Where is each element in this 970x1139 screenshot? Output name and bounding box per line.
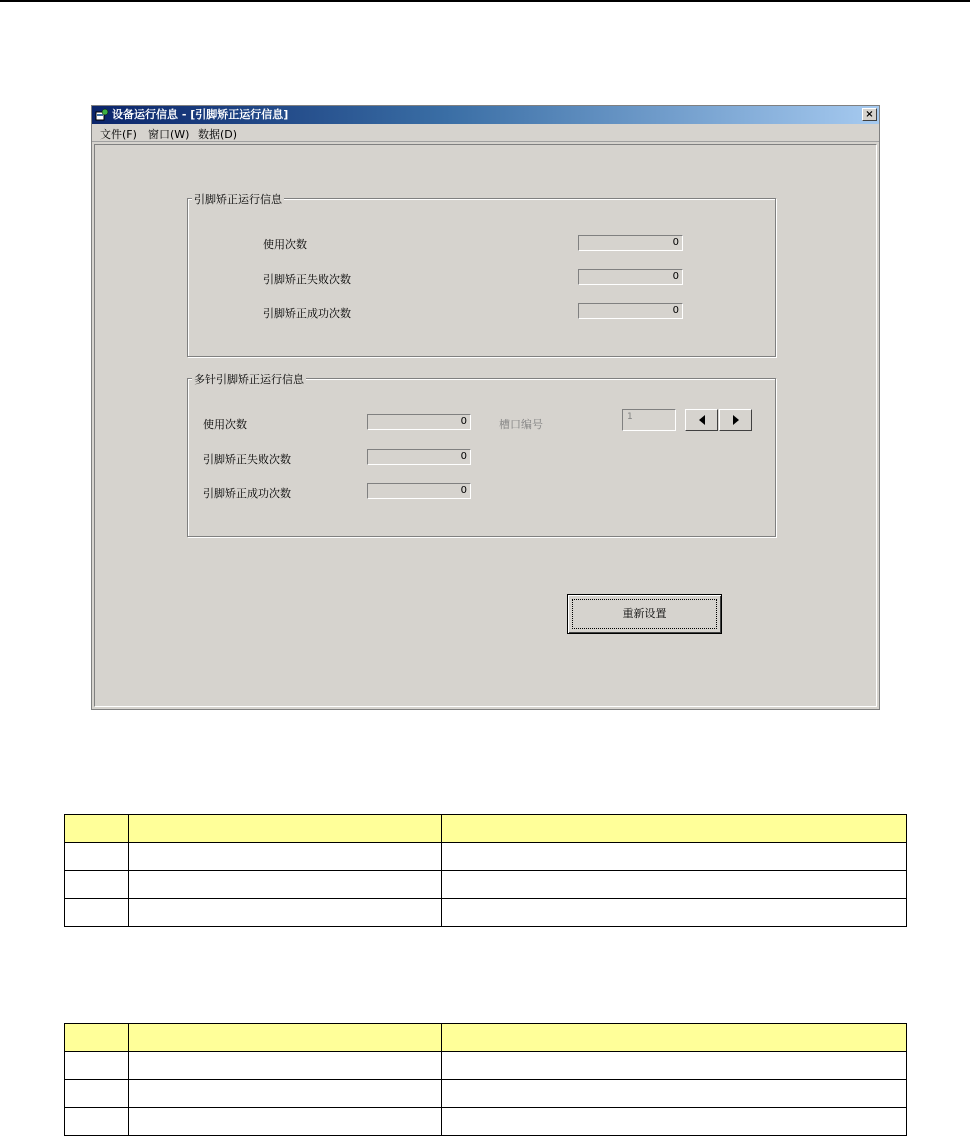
menu-window[interactable]: 窗口(W) [148, 128, 190, 141]
table-cell [129, 843, 442, 871]
table-header-cell [65, 1024, 129, 1052]
multi-pin-correction-group [187, 373, 776, 537]
table-row [65, 843, 907, 871]
app-window [91, 105, 880, 710]
slot-prev-button[interactable] [685, 409, 718, 431]
reset-button-label: 重新设置 [622, 607, 667, 620]
doc-table-2 [64, 1023, 907, 1136]
usage-count-label: 使用次数 [203, 418, 247, 431]
table-cell [129, 899, 442, 927]
usage-count-value: 0 [367, 414, 471, 430]
pin-correction-group [187, 193, 776, 357]
success-count-value: 0 [367, 483, 471, 499]
table-row [65, 1080, 907, 1108]
table-cell [442, 843, 907, 871]
table-cell [129, 1052, 442, 1080]
group-title: 引脚矫正运行信息 [194, 193, 282, 206]
success-count-label: 引脚矫正成功次数 [203, 487, 291, 500]
table-row [65, 871, 907, 899]
table-header-cell [65, 815, 129, 843]
usage-count-value: 0 [578, 235, 683, 251]
arrow-left-icon [698, 415, 706, 425]
table-row [65, 1052, 907, 1080]
fail-count-value: 0 [578, 269, 683, 285]
fail-count-value: 0 [367, 449, 471, 465]
table-header-row [65, 815, 907, 843]
page-top-rule [0, 0, 970, 2]
client-area [94, 144, 877, 707]
table-cell [442, 1052, 907, 1080]
arrow-right-icon [732, 415, 740, 425]
usage-count-label: 使用次数 [263, 238, 307, 251]
table-cell [442, 1108, 907, 1136]
table-cell [65, 843, 129, 871]
app-icon [95, 108, 109, 122]
close-icon: × [865, 109, 874, 120]
table-cell [65, 1080, 129, 1108]
menu-bar [92, 124, 879, 142]
menu-file[interactable]: 文件(F) [100, 128, 137, 141]
slot-number-input[interactable]: 1 [622, 409, 676, 431]
table-cell [129, 1108, 442, 1136]
success-count-label: 引脚矫正成功次数 [263, 307, 351, 320]
reset-button[interactable] [567, 594, 722, 634]
close-button[interactable] [862, 108, 877, 121]
title-bar[interactable] [92, 106, 879, 124]
table-cell [65, 1052, 129, 1080]
slot-number-label: 槽口编号 [499, 418, 543, 431]
table-cell [65, 871, 129, 899]
table-header-cell [129, 1024, 442, 1052]
group-title: 多针引脚矫正运行信息 [194, 373, 304, 386]
doc-table-1 [64, 814, 907, 927]
success-count-value: 0 [578, 303, 683, 319]
window-title: 设备运行信息 - [引脚矫正运行信息] [112, 108, 289, 121]
table-cell [442, 1080, 907, 1108]
focus-rect [572, 599, 717, 629]
menu-data[interactable]: 数据(D) [198, 128, 238, 141]
table-header-cell [442, 1024, 907, 1052]
table-cell [442, 899, 907, 927]
fail-count-label: 引脚矫正失败次数 [263, 273, 351, 286]
table-row [65, 1108, 907, 1136]
table-header-row [65, 1024, 907, 1052]
table-cell [442, 871, 907, 899]
table-row [65, 899, 907, 927]
table-cell [65, 1108, 129, 1136]
slot-next-button[interactable] [719, 409, 752, 431]
table-header-cell [129, 815, 442, 843]
fail-count-label: 引脚矫正失败次数 [203, 453, 291, 466]
table-cell [65, 899, 129, 927]
table-cell [129, 871, 442, 899]
table-header-cell [442, 815, 907, 843]
table-cell [129, 1080, 442, 1108]
